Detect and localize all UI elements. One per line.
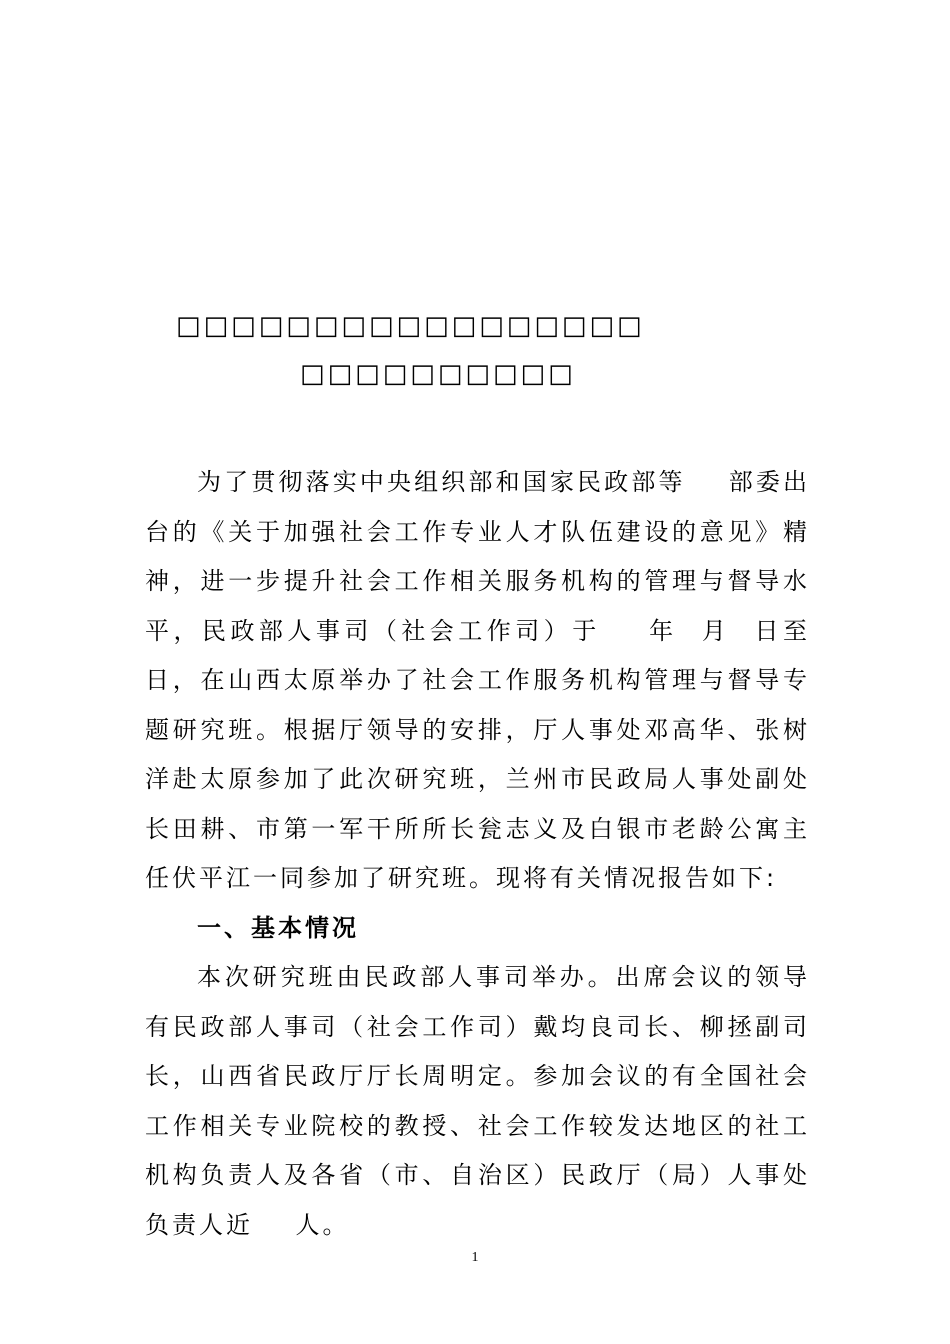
- document-body: [145, 458, 832, 1250]
- page-number: 1: [471, 1250, 479, 1265]
- document-title-line-1: □□□□□□□□□□□□□□□□□: [176, 311, 645, 341]
- document-title-line-2: □□□□□□□□□□: [300, 359, 576, 389]
- intro-paragraph: 为了贯彻落实中央组织部和国家民政部等 部委出台的《关于加强社会工作专业人才队伍建设的意见》精神，进一步提升社会工作相关服务机构的管理与督导水平，民政部人事司（社会工作司）于 年 月 日至 日，在山西太原举办了社会工作服务机构管理与督导专题研究班。根据厅领导的安排，厅人事处邓高华、张树洋赴太原参加了此次研究班，兰州市民政局人事处副处长田耕、市第一军干所所长瓮志义及白银市老龄公寓主任伏平江一同参加了研究班。现将有关情况报告如下:: [145, 468, 832, 892]
- section-paragraph: 本次研究班由民政部人事司举办。出席会议的领导有民政部人事司（社会工作司）戴均良司长、柳拯副司长，山西省民政厅厅长周明定。参加会议的有全国社会工作相关专业院校的教授、社会工作较发达地区的社工机构负责人及各省（市、自治区）民政厅（局）人事处负责人近 人。: [145, 963, 810, 1239]
- section-heading: 一、基本情况: [197, 913, 359, 942]
